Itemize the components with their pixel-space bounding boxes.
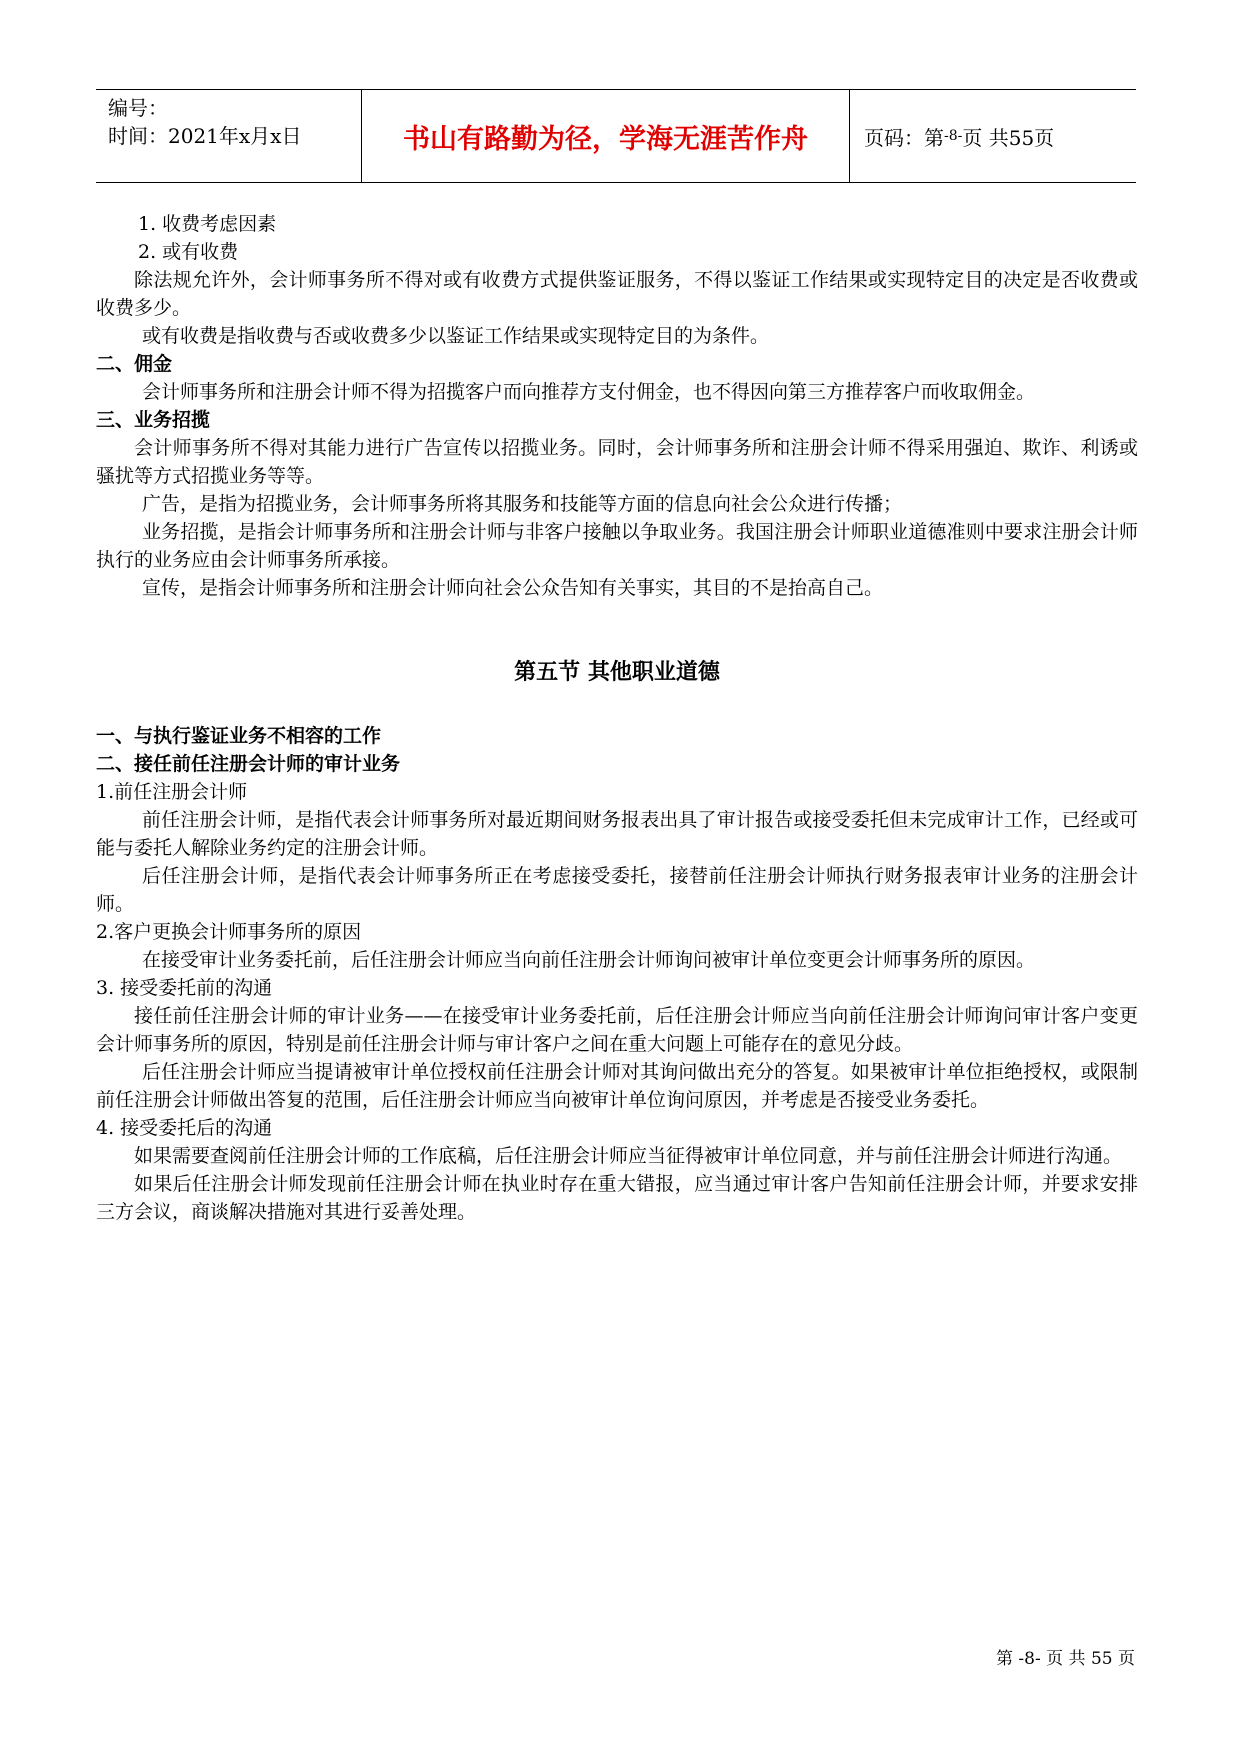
heading-solicitation: 三、业务招揽 bbox=[96, 409, 211, 431]
paragraph: 或有收费是指收费与否或收费多少以鉴证工作结果或实现特定目的为条件。 bbox=[142, 325, 770, 347]
list-item: 1. 收费考虑因素 bbox=[138, 213, 277, 235]
page-number: -8- bbox=[944, 128, 963, 144]
subheading: 1.前任注册会计师 bbox=[96, 781, 248, 803]
paragraph: 后任注册会计师，是指代表会计师事务所正在考虑接受委托，接替前任注册会计师执行财务报表审计业务的注册会计师。 bbox=[96, 865, 1138, 915]
subheading: 2.客户更换会计师事务所的原因 bbox=[96, 921, 362, 943]
page-footer: 第 -8- 页 共 55 页 bbox=[996, 1649, 1135, 1669]
time-label: 时间：2021年x月x日 bbox=[108, 124, 302, 148]
paragraph: 除法规允许外，会计师事务所不得对或有收费方式提供鉴证服务，不得以鉴证工作结果或实现特定目的决定是否收费或收费多少。 bbox=[96, 269, 1138, 319]
paragraph: 如果需要查阅前任注册会计师的工作底稿，后任注册会计师应当征得被审计单位同意，并与前任注册会计师进行沟通。 bbox=[134, 1145, 1123, 1167]
heading-incompatible-work: 一、与执行鉴证业务不相容的工作 bbox=[96, 725, 382, 747]
paragraph: 在接受审计业务委托前，后任注册会计师应当向前任注册会计师询问被审计单位变更会计师事务所的原因。 bbox=[142, 949, 1036, 971]
section-title: 第五节 其他职业道德 bbox=[514, 660, 720, 685]
header-divider bbox=[849, 90, 850, 182]
paragraph: 会计师事务所和注册会计师不得为招揽客户而向推荐方支付佣金，也不得因向第三方推荐客户而收取佣金。 bbox=[142, 381, 1036, 403]
heading-commission: 二、佣金 bbox=[96, 353, 173, 375]
paragraph: 会计师事务所不得对其能力进行广告宣传以招揽业务。同时，会计师事务所和注册会计师不得采用强迫、欺诈、利诱或骚扰等方式招揽业务等等。 bbox=[96, 437, 1138, 487]
paragraph: 宣传，是指会计师事务所和注册会计师向社会公众告知有关事实，其目的不是抬高自己。 bbox=[142, 577, 884, 599]
list-item: 2. 或有收费 bbox=[138, 241, 239, 263]
page-prefix: 页码：第 bbox=[864, 125, 944, 150]
page-suffix: 页 共55页 bbox=[962, 125, 1055, 150]
header-page-indicator bbox=[864, 90, 1054, 182]
paragraph: 如果后任注册会计师发现前任注册会计师在执业时存在重大错报，应当通过审计客户告知前任注册会计师，并要求安排三方会议，商谈解决措施对其进行妥善处理。 bbox=[96, 1173, 1138, 1223]
paragraph: 后任注册会计师应当提请被审计单位授权前任注册会计师对其询问做出充分的答复。如果被审计单位拒绝授权，或限制前任注册会计师做出答复的范围，后任注册会计师应当向被审计单位询问原因，并考虑是否接受业务委托。 bbox=[96, 1061, 1138, 1111]
header-meta bbox=[108, 94, 348, 150]
number-label: 编号： bbox=[108, 96, 168, 120]
header-motto: 书山有路勤为径，学海无涯苦作舟 bbox=[403, 123, 808, 155]
page-header bbox=[96, 89, 1136, 183]
paragraph: 前任注册会计师，是指代表会计师事务所对最近期间财务报表出具了审计报告或接受委托但未完成审计工作，已经或可能与委托人解除业务约定的注册会计师。 bbox=[96, 809, 1138, 859]
paragraph: 接任前任注册会计师的审计业务——在接受审计业务委托前，后任注册会计师应当向前任注册会计师询问审计客户变更会计师事务所的原因，特别是前任注册会计师与审计客户之间在重大问题上可能存在的意见分歧。 bbox=[96, 1005, 1138, 1055]
heading-predecessor-audit: 二、接任前任注册会计师的审计业务 bbox=[96, 753, 401, 775]
paragraph: 广告，是指为招揽业务，会计师事务所将其服务和技能等方面的信息向社会公众进行传播； bbox=[142, 493, 903, 515]
paragraph: 业务招揽，是指会计师事务所和注册会计师与非客户接触以争取业务。我国注册会计师职业道德准则中要求注册会计师执行的业务应由会计师事务所承接。 bbox=[96, 521, 1138, 571]
document-body bbox=[96, 210, 1138, 1226]
subheading: 3. 接受委托前的沟通 bbox=[96, 977, 273, 999]
subheading: 4. 接受委托后的沟通 bbox=[96, 1117, 273, 1139]
